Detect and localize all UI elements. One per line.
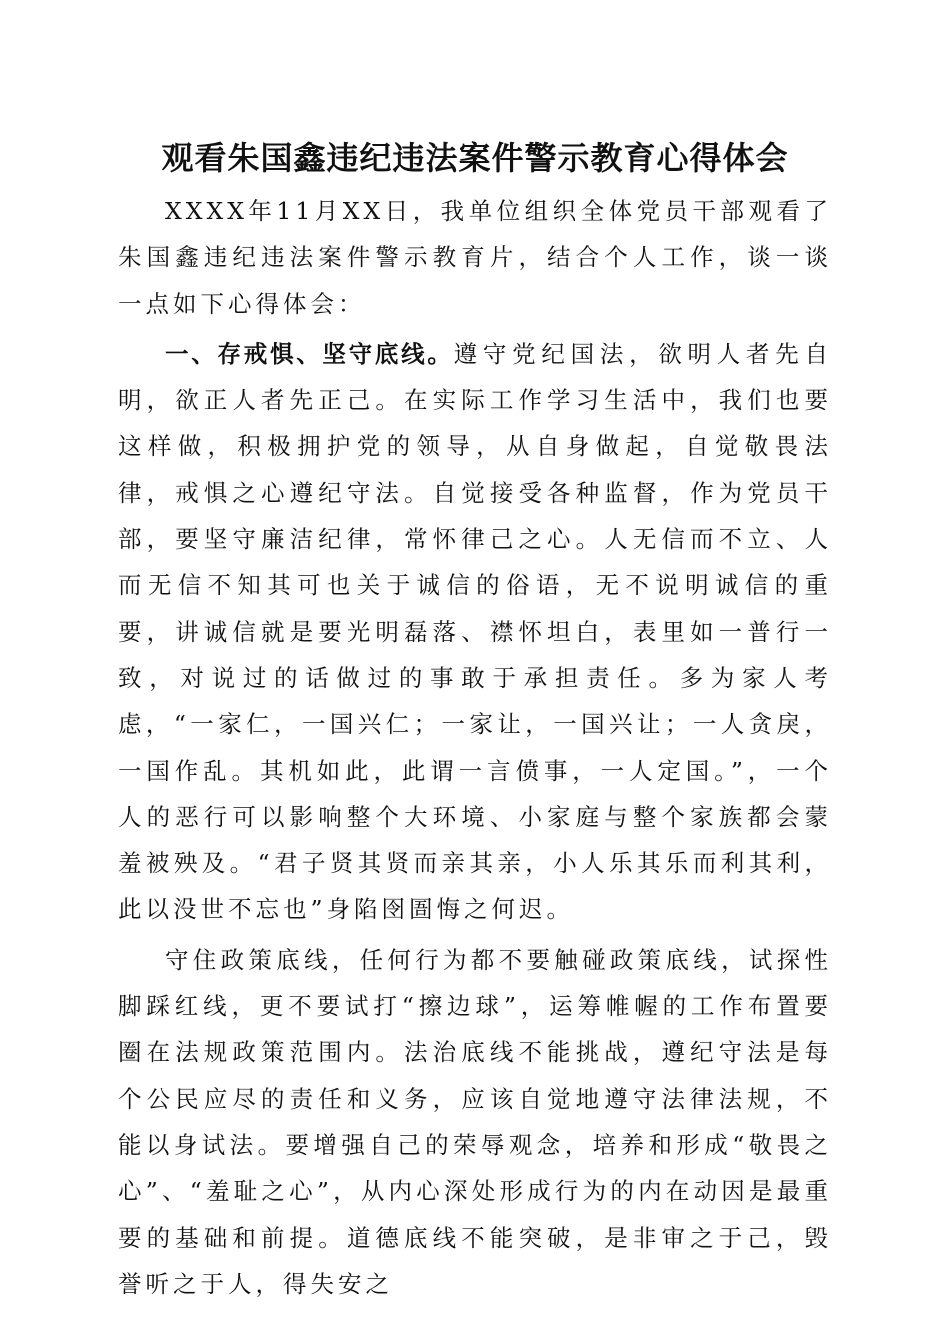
section-1-body: 遵守党纪国法，欲明人者先自明，欲正人者先正己。在实际工作学习生活中，我们也要这样做，积极拥护党的领导，从自身做起，自觉敬畏法律，戒惧之心遵纪守法。自觉接受各种监督，作为党员干部，要坚守廉洁纪律，常怀律己之心。人无信而不立、人而无信不知其可也关于诚信的俗语，无不说明诚信的重要，讲诚信就是要光明磊落、襟怀坦白，表里如一普行一致，对说过的话做过的事敢于承担责任。多为家人考虑，“一家仁，一国兴仁；一家让，一国兴让；一人贪戾，一国作乱。其机如此，此谓一言偾事，一人定国。”，一个人的恶行可以影响整个大环境、小家庭与整个家族都会蒙羞被殃及。“君子贤其贤而亲其亲，小人乐其乐而利其利，此以没世不忘也”身陷囹圄悔之何迟。 xyxy=(118,339,833,924)
policy-bottomline-paragraph: 守住政策底线，任何行为都不要触碰政策底线，试探性脚踩红线，更不要试打“擦边球”，运筹帷幄的工作布置要圈在法规政策范围内。法治底线不能挑战，遵纪守法是每个公民应尽的责任和义务，应该自觉地遵守法律法规，不能以身试法。要增强自己的荣辱观念，培养和形成“敬畏之心”、“羞耻之心”，从内心深处形成行为的内在动因是最重要的基础和前提。道德底线不能突破，是非审之于己，毁誉听之于人，得失安之 xyxy=(118,945,832,1298)
section-1-heading: 一、存戒惧、坚守底线。 xyxy=(165,339,454,368)
document-title: 观看朱国鑫违纪违法案件警示教育心得体会 xyxy=(161,139,789,177)
section-1-paragraph xyxy=(118,331,832,933)
intro-paragraph: XXXX年11月XX日，我单位组织全体党员干部观看了朱国鑫违纪违法案件警示教育片，结合个人工作，谈一谈一点如下心得体会： xyxy=(118,197,832,318)
